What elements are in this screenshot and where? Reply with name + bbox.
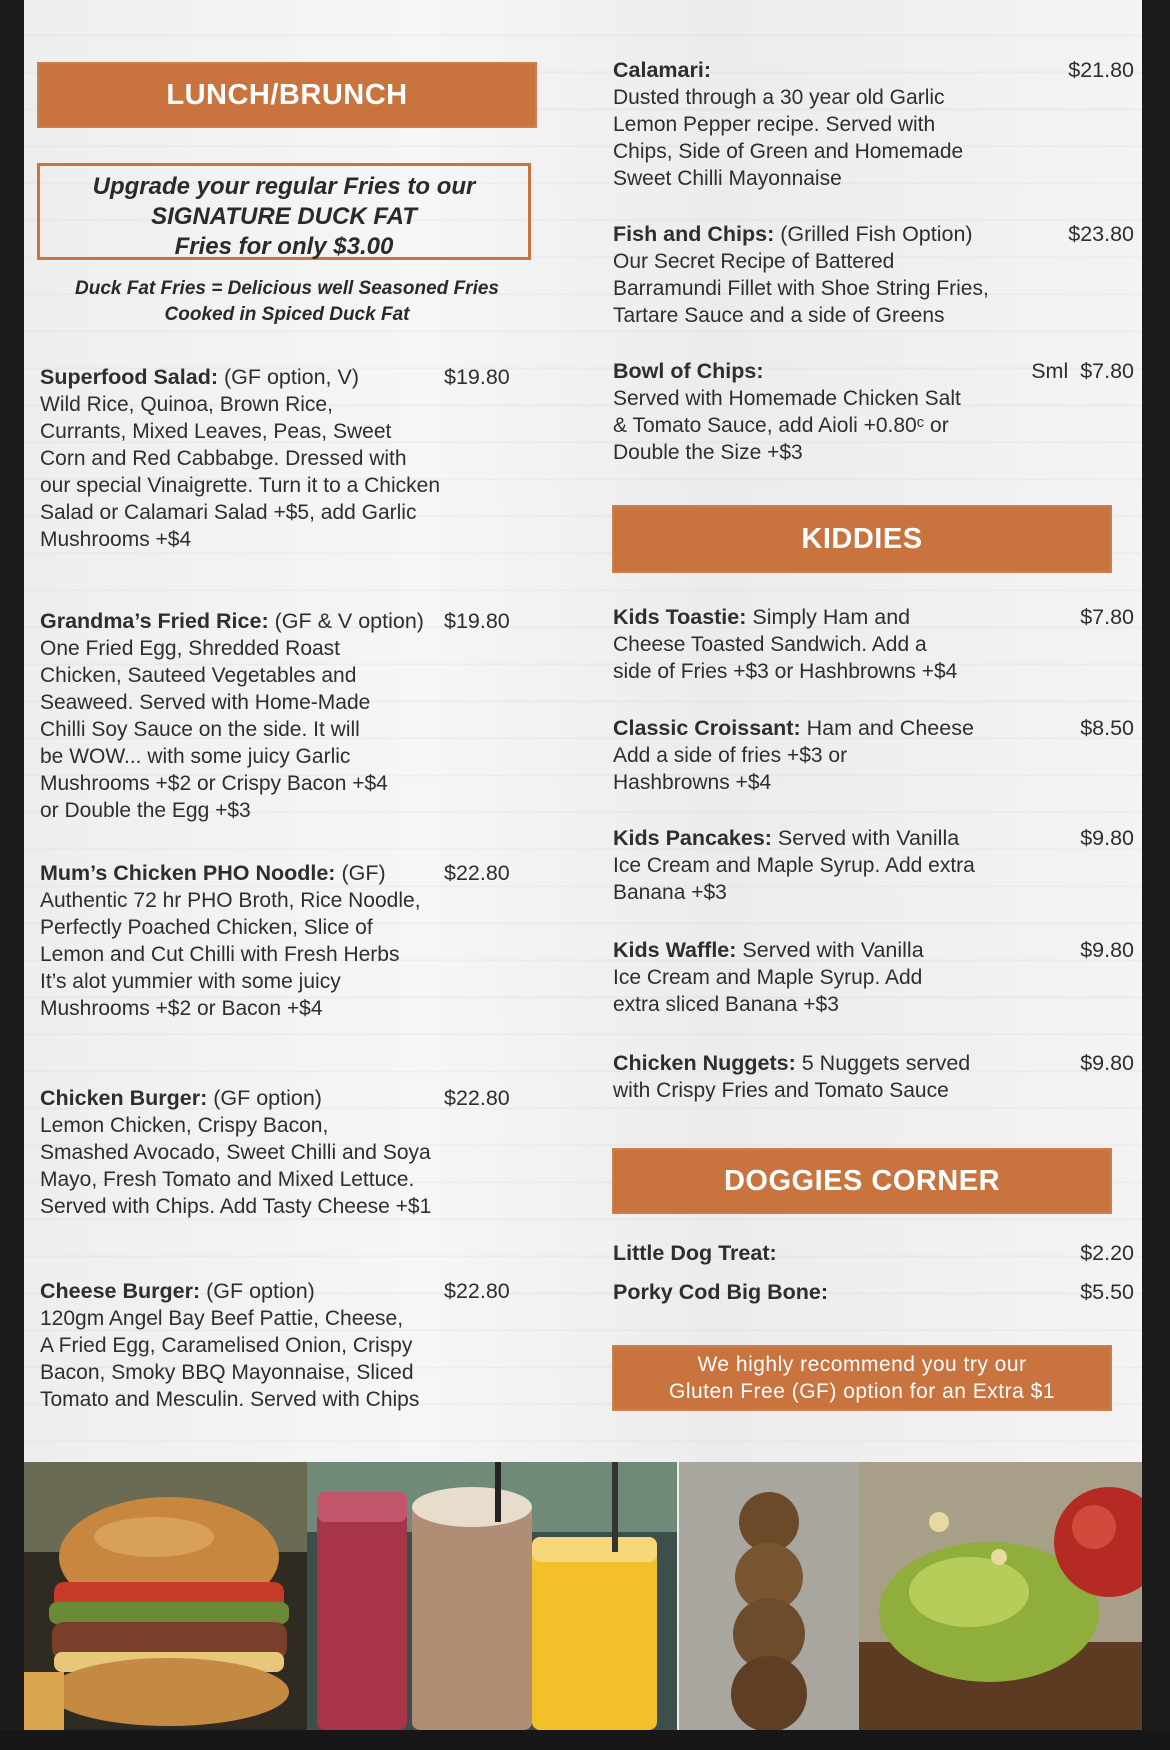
item-option: Simply Ham and xyxy=(746,605,911,629)
dog-item-name: Porky Cod Big Bone: xyxy=(613,1280,829,1304)
photo-strip xyxy=(24,1462,1170,1730)
item-option: 5 Nuggets served xyxy=(795,1051,971,1075)
kiddies-banner xyxy=(612,505,1112,573)
duck-fat-note xyxy=(37,276,537,328)
item-description: Lemon Chicken, Crispy Bacon, Smashed Avocado, Sweet Chilli and Soya Mayo, Fresh Tomato and Mixed Lettuce. Served with Chips. Add Tasty Cheese +$1 xyxy=(40,1114,432,1218)
upgrade-line: Upgrade your regular Fries to our xyxy=(92,173,476,200)
item-price: Sml $7.80 xyxy=(1031,359,1134,383)
item-description: with Crispy Fries and Tomato Sauce xyxy=(613,1079,949,1102)
item-description: Dusted through a 30 year old Garlic Lemon Pepper recipe. Served with Chips, Side of Green and Homemade Sweet Chilli Mayonnaise xyxy=(613,86,964,190)
page-edge-bottom xyxy=(0,1730,1170,1750)
item-description: Ice Cream and Maple Syrup. Add extra Banana +$3 xyxy=(613,854,975,904)
item-name: Classic Croissant: xyxy=(613,716,801,740)
avocado-toast-photo xyxy=(859,1462,1170,1730)
item-name: Mum’s Chicken PHO Noodle: xyxy=(40,861,336,885)
item-option: (GF option, V) xyxy=(217,365,359,389)
menu-item-bowl-of-chips xyxy=(613,358,1033,466)
item-price: $22.80 xyxy=(444,1279,510,1303)
item-option: (GF) xyxy=(335,861,386,885)
item-description: Ice Cream and Maple Syrup. Add extra sliced Banana +$3 xyxy=(613,966,923,1016)
menu-item-calamari xyxy=(613,57,1033,192)
item-name: Cheese Burger: xyxy=(40,1279,201,1303)
item-price: $19.80 xyxy=(444,365,510,389)
drinks-photo xyxy=(307,1462,677,1730)
item-price: $19.80 xyxy=(444,609,510,633)
item-name: Bowl of Chips: xyxy=(613,359,764,383)
item-description: One Fried Egg, Shredded Roast Chicken, Sauteed Vegetables and Seaweed. Served with Home-Made Chilli Soy Sauce on the side. It will be WOW... with some juicy Garlic Mushrooms +$2 or Crispy Bacon +$4 or Double the Egg +$3 xyxy=(40,637,388,822)
item-name: Kids Waffle: xyxy=(613,938,737,962)
item-option: (GF option) xyxy=(200,1279,315,1303)
item-price: $7.80 xyxy=(1080,605,1134,629)
menu-item-classic-croissant xyxy=(613,715,1033,796)
item-price: $9.80 xyxy=(1080,938,1134,962)
lunch-brunch-banner xyxy=(37,62,537,128)
menu-page xyxy=(24,0,1170,1730)
menu-item-fried-rice xyxy=(40,608,480,824)
item-option: Ham and Cheese xyxy=(800,716,974,740)
upgrade-line: SIGNATURE DUCK FAT xyxy=(151,203,417,230)
menu-item-fish-and-chips xyxy=(613,221,1033,329)
section-title: LUNCH/BRUNCH xyxy=(166,79,408,111)
item-option: Served with Vanilla xyxy=(736,938,924,962)
menu-item-cheese-burger xyxy=(40,1278,480,1413)
item-price: $21.80 xyxy=(1068,58,1134,82)
item-name: Chicken Nuggets: xyxy=(613,1051,796,1075)
section-title: KIDDIES xyxy=(801,523,923,555)
item-price: $23.80 xyxy=(1068,222,1134,246)
page-edge-right xyxy=(1142,0,1170,1750)
item-price: $22.80 xyxy=(444,1086,510,1110)
upgrade-line: Fries for only $3.00 xyxy=(174,233,394,260)
item-price: $2.20 xyxy=(1080,1241,1134,1265)
item-price: $22.80 xyxy=(444,861,510,885)
item-name: Chicken Burger: xyxy=(40,1086,208,1110)
upgrade-fries-box xyxy=(37,163,531,260)
item-price: $9.80 xyxy=(1080,826,1134,850)
item-option: Served with Vanilla xyxy=(771,826,960,850)
menu-item-pho-noodle xyxy=(40,860,480,1022)
bliss-balls-photo xyxy=(679,1462,859,1730)
section-title: DOGGIES CORNER xyxy=(723,1165,1001,1197)
item-name: Grandma’s Fried Rice: xyxy=(40,609,269,633)
item-name: Kids Toastie: xyxy=(613,605,747,629)
item-description: Wild Rice, Quinoa, Brown Rice, Currants, Mixed Leaves, Peas, Sweet Corn and Red Cabbabge. Dressed with our special Vinaigrette. Turn it to a Chicken Salad or Calamari Salad +$5, add Garlic Mushrooms +$4 xyxy=(40,393,440,551)
menu-item-kids-waffle xyxy=(613,937,1033,1018)
item-description: Our Secret Recipe of Battered Barramundi Fillet with Shoe String Fries, Tartare Sauce and a side of Greens xyxy=(613,250,989,327)
menu-item-chicken-nuggets xyxy=(613,1050,1033,1104)
item-price: $8.50 xyxy=(1080,716,1134,740)
item-option: (Grilled Fish Option) xyxy=(774,222,973,246)
item-description: Add a side of fries +$3 or Hashbrowns +$4 xyxy=(613,744,848,794)
item-description: Authentic 72 hr PHO Broth, Rice Noodle, Perfectly Poached Chicken, Slice of Lemon and Cut Chilli with Fresh Herbs It’s alot yummier with some juicy Mushrooms +$2 or Bacon +$4 xyxy=(40,889,421,1020)
item-name: Superfood Salad: xyxy=(40,365,218,389)
item-name: Calamari: xyxy=(613,58,711,82)
doggies-corner-banner xyxy=(612,1148,1112,1214)
item-price: $5.50 xyxy=(1080,1280,1134,1304)
item-option: (GF option) xyxy=(207,1086,322,1110)
item-description: Cheese Toasted Sandwich. Add a side of Fries +$3 or Hashbrowns +$4 xyxy=(613,633,958,683)
item-description: 120gm Angel Bay Beef Pattie, Cheese, A Fried Egg, Caramelised Onion, Crispy Bacon, Smoky BBQ Mayonnaise, Sliced Tomato and Mesculin. Served with Chips xyxy=(40,1307,420,1411)
item-description: Served with Homemade Chicken Salt & Tomato Sauce, add Aioli +0.80ᶜ or Double the Size +$3 xyxy=(613,387,961,464)
menu-item-kids-pancakes xyxy=(613,825,1033,906)
menu-item-chicken-burger xyxy=(40,1085,480,1220)
duck-note-line: Duck Fat Fries = Delicious well Seasoned Fries xyxy=(75,278,499,299)
menu-item-superfood-salad xyxy=(40,364,480,553)
item-name: Kids Pancakes: xyxy=(613,826,772,850)
item-option: (GF & V option) xyxy=(268,609,424,633)
gf-note-line: We highly recommend you try our xyxy=(697,1353,1027,1376)
menu-item-kids-toastie xyxy=(613,604,1033,685)
dog-item-name: Little Dog Treat: xyxy=(613,1241,777,1265)
item-name: Fish and Chips: xyxy=(613,222,775,246)
gluten-free-note xyxy=(612,1345,1112,1411)
gf-note-line: Gluten Free (GF) option for an Extra $1 xyxy=(669,1380,1055,1403)
burger-photo xyxy=(24,1462,307,1730)
item-price: $9.80 xyxy=(1080,1051,1134,1075)
duck-note-line: Cooked in Spiced Duck Fat xyxy=(164,304,410,325)
